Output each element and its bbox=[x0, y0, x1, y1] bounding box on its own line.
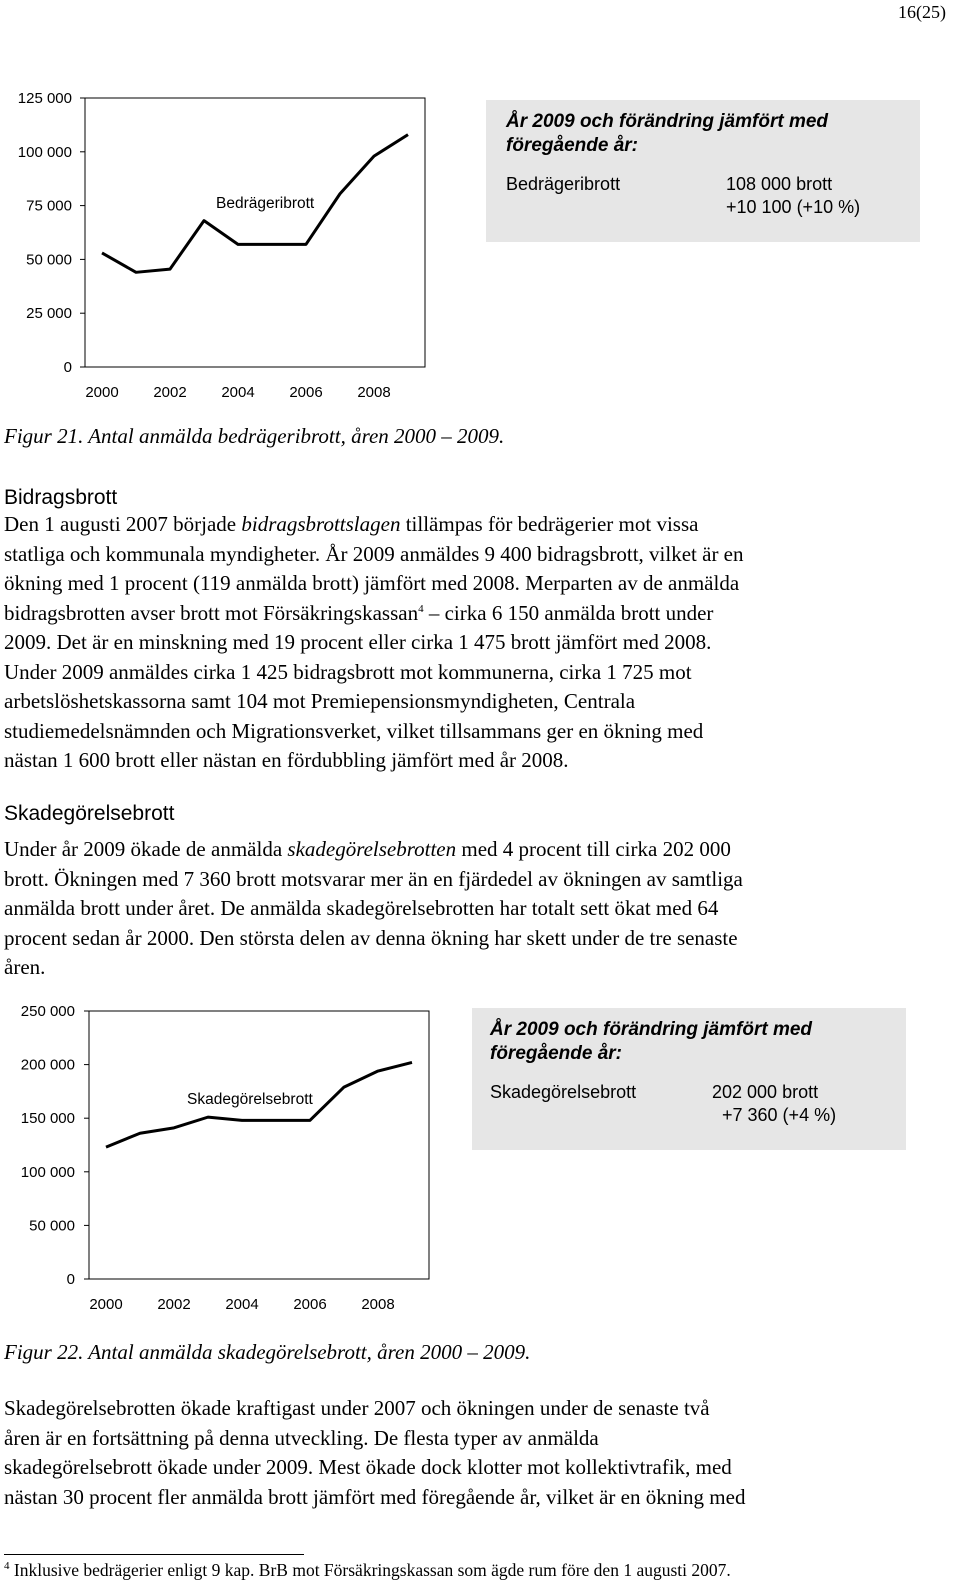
text-line: studiemedelsnämnden och Migrationsverket, vilket tillsammans ger en ökning med bbox=[4, 718, 704, 743]
x-tick-label: 2008 bbox=[357, 384, 391, 401]
text-line: procent sedan år 2000. Den största delen av denna ökning har skett under de tre senaste bbox=[4, 925, 738, 950]
info-change: +7 360 (+4 %) bbox=[722, 1105, 837, 1125]
plot-area-frame bbox=[89, 1011, 429, 1279]
x-tick-label: 2002 bbox=[153, 384, 187, 401]
page-number: 16(25) bbox=[898, 2, 946, 22]
y-tick-label: 50 000 bbox=[26, 251, 72, 269]
info-category: Skadegörelsebrott bbox=[490, 1082, 637, 1102]
series-label: Bedrägeribrott bbox=[216, 195, 315, 212]
footnote-marker: 4 bbox=[4, 1560, 10, 1573]
figure-caption-22: Figur 22. Antal anmälda skadegörelsebrott, åren 2000 – 2009. bbox=[4, 1340, 531, 1364]
text-line: nästan 30 procent fler anmälda brott jämfört med föregående år, vilket är en ökning med bbox=[4, 1484, 746, 1509]
y-tick-label: 150 000 bbox=[20, 1110, 75, 1128]
text-line: nästan 1 600 brott eller nästan en fördubbling jämfört med år 2008. bbox=[4, 748, 569, 772]
text-line: 2009. Det är en minskning med 19 procent eller cirka 1 475 brott jämfört med 2008. bbox=[4, 630, 712, 654]
info-value: 108 000 brott bbox=[726, 174, 833, 194]
x-tick-label: 2004 bbox=[221, 384, 255, 401]
text-line: bidragsbrotten avser brott mot Försäkringskassan$^4$ – cirka 6 150 anmälda brott under bbox=[4, 600, 714, 625]
info-heading-line1: År 2009 och förändring jämfört med bbox=[506, 111, 829, 132]
y-tick-label: 50 000 bbox=[29, 1217, 75, 1235]
y-tick-label: 25 000 bbox=[26, 305, 72, 323]
text-line: statliga och kommunala myndigheter. År 2009 anmäldes 9 400 bidragsbrott, vilket är en bbox=[4, 541, 744, 566]
text-line: anmälda brott under året. De anmälda skadegörelsebrotten har totalt sett ökat med 64 bbox=[4, 896, 719, 920]
info-category: Bedrägeribrott bbox=[506, 174, 621, 194]
y-tick-label: 250 000 bbox=[20, 1003, 75, 1020]
paragraph-closing bbox=[4, 1394, 944, 1512]
x-tick-label: 2008 bbox=[361, 1296, 395, 1313]
y-tick-label: 0 bbox=[66, 1271, 75, 1288]
y-tick-label: 200 000 bbox=[20, 1056, 75, 1074]
info-value: 202 000 brott bbox=[712, 1082, 819, 1102]
section-heading-bidragsbrott: Bidragsbrott bbox=[4, 486, 118, 509]
info-box-skadegorelsebrott bbox=[472, 1008, 906, 1150]
text-line: Under 2009 anmäldes cirka 1 425 bidragsbrott mot kommunerna, cirka 1 725 mot bbox=[4, 659, 692, 684]
text-line: Den 1 augusti 2007 började bidragsbrottslagen tillämpas för bedrägerier mot vissa bbox=[4, 512, 699, 536]
figure-caption-21: Figur 21. Antal anmälda bedrägeribrott, åren 2000 – 2009. bbox=[4, 424, 505, 448]
y-tick-label: 75 000 bbox=[26, 197, 72, 215]
x-tick-label: 2004 bbox=[225, 1296, 259, 1313]
footnote-text: Inklusive bedrägerier enligt 9 kap. BrB mot Försäkringskassan som ägde rum före den 1 augusti 2007. bbox=[9, 1560, 731, 1580]
text-line: ökning med 1 procent (119 anmälda brott) jämfört med 2008. Merparten av de anmälda bbox=[4, 571, 740, 595]
y-tick-label: 100 000 bbox=[20, 1163, 75, 1181]
info-change: +10 100 (+10 %) bbox=[726, 197, 861, 217]
text-line: åren är en fortsättning på denna utveckling. De flesta typer av anmälda bbox=[4, 1425, 599, 1450]
y-tick-label: 125 000 bbox=[17, 90, 72, 107]
series-label: Skadegörelsebrott bbox=[187, 1091, 313, 1108]
footnote-divider bbox=[4, 1554, 304, 1555]
x-tick-label: 2000 bbox=[89, 1296, 123, 1313]
x-tick-label: 2002 bbox=[157, 1296, 191, 1313]
text-line: Under år 2009 ökade de anmälda skadegörelsebrotten med 4 procent till cirka 202 000 bbox=[4, 837, 731, 861]
info-heading-line1: År 2009 och förändring jämfört med bbox=[490, 1019, 813, 1040]
y-tick-label: 0 bbox=[63, 359, 72, 376]
footnote-ref: 4 bbox=[418, 602, 424, 615]
y-tick-label: 100 000 bbox=[17, 143, 72, 161]
section-heading-skadegorelsebrott: Skadegörelsebrott bbox=[4, 802, 175, 825]
text-line: åren. bbox=[4, 955, 46, 979]
text-line: brott. Ökningen med 7 360 brott motsvarar mer än en fjärdedel av ökningen av samtliga bbox=[4, 866, 743, 891]
footnote bbox=[4, 1560, 731, 1581]
text-line: Skadegörelsebrotten ökade kraftigast under 2007 och ökningen under de senaste två bbox=[4, 1396, 710, 1420]
x-tick-label: 2006 bbox=[293, 1296, 327, 1313]
info-heading-line2: föregående år: bbox=[490, 1043, 622, 1064]
x-tick-label: 2000 bbox=[85, 384, 119, 401]
text-line: skadegörelsebrott ökade under 2009. Mest ökade dock klotter mot kollektivtrafik, med bbox=[4, 1455, 732, 1479]
info-heading-line2: föregående år: bbox=[506, 135, 638, 156]
text-line: arbetslöshetskassorna samt 104 mot Premiepensionsmyndigheten, Centrala bbox=[4, 689, 636, 713]
x-tick-label: 2006 bbox=[289, 384, 323, 401]
